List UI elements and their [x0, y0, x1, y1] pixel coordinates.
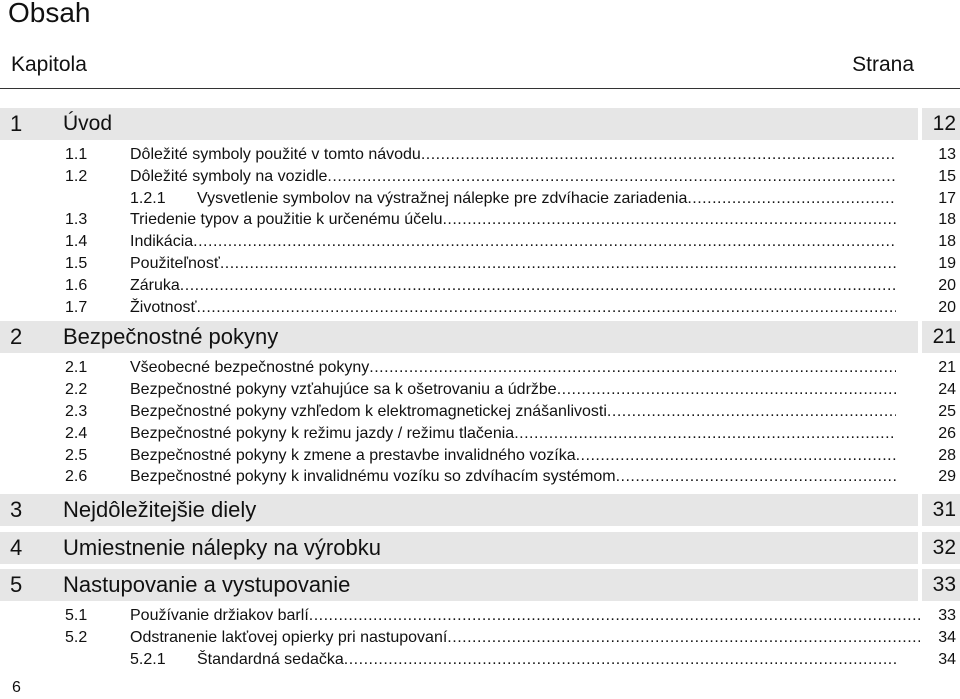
page-title: Obsah — [8, 0, 91, 28]
entry-title: Bezpečnostné pokyny k invalidnému vozíku so zdvíhacím systémom — [130, 468, 616, 485]
entry-title: Bezpečnostné pokyny vzťahujúce sa k ošetrovaniu a údržbe — [130, 381, 557, 398]
toc-entry-1-1[interactable] — [0, 144, 960, 166]
toc-entry-1-2[interactable] — [0, 166, 960, 188]
entry-title: Bezpečnostné pokyny k zmene a prestavbe invalidného vozíka — [130, 447, 576, 464]
entry-page: 24 — [938, 381, 956, 398]
page-column-header: Strana — [852, 53, 914, 76]
chapter-page: 31 — [932, 498, 956, 521]
entry-page: 21 — [938, 359, 956, 376]
entry-number: 1.3 — [65, 211, 88, 228]
chapter-page: 12 — [932, 112, 956, 135]
toc-entry-1-3[interactable] — [0, 209, 960, 231]
entry-title: Použiteľnosť — [130, 255, 220, 272]
toc-entry-1-5[interactable] — [0, 253, 960, 275]
toc-entry-5-2-1[interactable] — [0, 649, 960, 671]
toc-entry-1-7[interactable] — [0, 297, 960, 319]
entry-page: 20 — [938, 277, 956, 294]
chapter-title: Nejdôležitejšie diely — [63, 497, 257, 522]
toc-entry-2-4[interactable] — [0, 423, 960, 445]
chapter-row-1[interactable] — [0, 108, 960, 140]
chapter-title: Bezpečnostné pokyny — [63, 324, 279, 349]
toc-entry-2-5[interactable] — [0, 445, 960, 467]
entry-title: Používanie držiakov barlí — [130, 607, 309, 624]
entry-page: 20 — [938, 299, 956, 316]
entry-page: 13 — [938, 146, 956, 163]
entry-number: 1.1 — [65, 146, 88, 163]
entry-page: 34 — [938, 651, 956, 668]
toc-entry-2-3[interactable] — [0, 401, 960, 423]
entry-page: 33 — [938, 607, 956, 624]
toc-entry-2-1[interactable] — [0, 357, 960, 379]
entry-number: 2.1 — [65, 359, 88, 376]
entry-number: 1.5 — [65, 255, 88, 272]
entry-title: Záruka — [130, 277, 180, 294]
toc-entry-1-2-1[interactable] — [0, 188, 960, 210]
entry-page: 29 — [938, 468, 956, 485]
chapter-number: 5 — [10, 572, 23, 597]
entry-number: 1.4 — [65, 233, 88, 250]
chapter-page: 21 — [932, 325, 956, 348]
entry-page: 18 — [938, 233, 956, 250]
entry-title: Štandardná sedačka — [197, 651, 344, 668]
toc-entry-5-1[interactable] — [0, 605, 960, 627]
chapter-page: 32 — [932, 536, 956, 559]
entry-page: 26 — [938, 425, 956, 442]
entry-title: Odstranenie lakťovej opierky pri nastupovaní — [130, 629, 448, 646]
chapter-row-3[interactable] — [0, 494, 960, 526]
entry-page: 19 — [938, 255, 956, 272]
toc-entry-1-4[interactable] — [0, 231, 960, 253]
entry-title: Životnosť — [130, 299, 197, 316]
entry-number: 5.2 — [65, 629, 88, 646]
header-divider — [0, 88, 960, 89]
entry-page: 17 — [938, 190, 956, 207]
entry-title: Dôležité symboly použité v tomto návodu — [130, 146, 421, 163]
toc-entry-1-6[interactable] — [0, 275, 960, 297]
entry-title: Vysvetlenie symbolov na výstražnej nálepke pre zdvíhacie zariadenia — [197, 190, 688, 207]
entry-number: 2.6 — [65, 468, 88, 485]
entry-page: 25 — [938, 403, 956, 420]
chapter-row-5[interactable] — [0, 569, 960, 601]
entry-number: 2.4 — [65, 425, 88, 442]
entry-page: 18 — [938, 211, 956, 228]
entry-title: Dôležité symboly na vozidle — [130, 168, 328, 185]
entry-number: 1.6 — [65, 277, 88, 294]
toc-entry-2-6[interactable] — [0, 466, 960, 488]
chapter-number: 1 — [10, 111, 23, 136]
entry-number: 2.3 — [65, 403, 88, 420]
entry-page: 15 — [938, 168, 956, 185]
toc-entry-5-2[interactable] — [0, 627, 960, 649]
entry-number: 1.2 — [65, 168, 88, 185]
chapter-number: 3 — [10, 497, 23, 522]
entry-number: 5.1 — [65, 607, 88, 624]
chapter-number: 4 — [10, 535, 23, 560]
chapter-title: Úvod — [63, 112, 113, 135]
entry-page: 28 — [938, 447, 956, 464]
chapter-title: Nastupovanie a vystupovanie — [63, 572, 351, 597]
entry-title: Triedenie typov a použitie k určenému účelu — [130, 211, 443, 228]
chapter-number: 2 — [10, 324, 23, 349]
entry-number: 2.5 — [65, 447, 88, 464]
chapter-title: Umiestnenie nálepky na výrobku — [63, 535, 381, 560]
entry-number: 2.2 — [65, 381, 88, 398]
entry-page: 34 — [938, 629, 956, 646]
entry-title: Bezpečnostné pokyny vzhľedom k elektromagnetickej znášanlivosti — [130, 403, 607, 420]
entry-title: Indikácia — [130, 233, 194, 250]
chapter-page: 33 — [932, 573, 956, 596]
toc-entry-2-2[interactable] — [0, 379, 960, 401]
entry-number: 1.7 — [65, 299, 88, 316]
chapter-column-header: Kapitola — [11, 53, 87, 76]
chapter-bar — [0, 108, 918, 140]
entry-title: Bezpečnostné pokyny k režimu jazdy / režimu tlačenia — [130, 425, 515, 442]
entry-title: Všeobecné bezpečnostné pokyny — [130, 359, 370, 376]
entry-number: 1.2.1 — [130, 190, 166, 207]
entry-number: 5.2.1 — [130, 651, 166, 668]
chapter-row-2[interactable] — [0, 321, 960, 353]
chapter-row-4[interactable] — [0, 532, 960, 564]
page-number: 6 — [12, 679, 21, 696]
